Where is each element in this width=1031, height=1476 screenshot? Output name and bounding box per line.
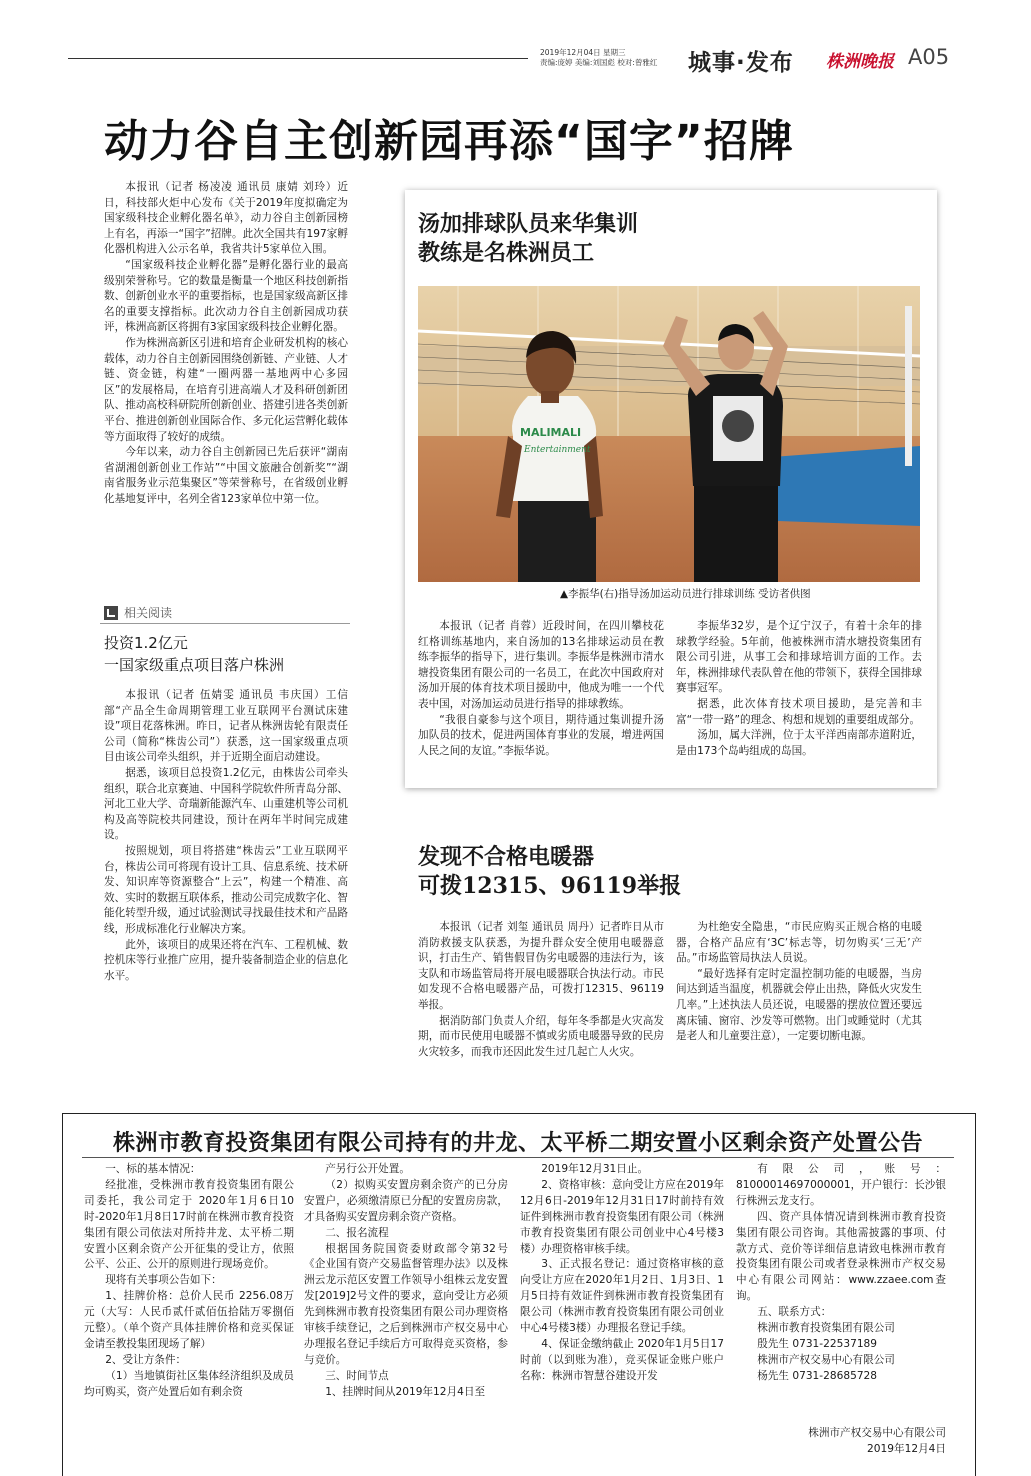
lead-paragraph: “国家级科技企业孵化器”是孵化器行业的最高级别荣誉称号。它的数量是衡量一个地区科技创新指数、创新创业水平的重要指标，也是国家级高新区排名的重要支撑指标。此次动力谷自主创新园成功获评，株洲高新区将拥有3家国家级科技企业孵化器。 <box>104 258 348 334</box>
lead-paragraph: 本报讯（记者 杨凌凌 通讯员 康婧 刘玲）近日，科技部火炬中心发布《关于2019年度拟确定为国家级科技企业孵化器名单》，动力谷自主创新园榜上有名，再添一“国字”招牌。此次全国共有197家孵化器机构进入公示名单，我省共计5家单位入围。 <box>104 181 348 256</box>
related-headline <box>104 632 284 676</box>
heater-paragraph: 为杜绝安全隐患，“市民应购买正规合格的电暖器，合格产品应有‘3C’标志等，切勿购买‘三无’产品。”市场监管局执法人员说。 <box>676 921 922 965</box>
feature-paragraph: 李振华32岁，是个辽宁汉子，有着十余年的排球教学经验。5年前，他被株洲市清水塘投资集团有限公司引进，从事工会和排球培训方面的工作。去年，株洲排球代表队曾在他的带领下，获得全国排球赛事冠军。 <box>676 620 922 695</box>
related-rule <box>100 623 350 624</box>
announcement-col-4 <box>736 1162 946 1385</box>
announcement-col-1 <box>84 1162 294 1401</box>
announcement-line: （1）当地镇街社区集体经济组织及成员均可购买，资产处置后如有剩余资 <box>84 1369 294 1398</box>
related-label: 相关阅读 <box>124 606 173 620</box>
feature-col-1 <box>418 619 664 759</box>
announcement-line: 现将有关事项公告如下： <box>105 1274 222 1287</box>
book-icon <box>104 606 118 620</box>
announcement-line: 株洲市教育投资集团有限公司 <box>757 1322 895 1335</box>
header-meta <box>540 48 657 68</box>
lead-article <box>104 180 348 507</box>
announcement-line: 根据国务院国资委财政部令第32号《企业国有资产交易监督管理办法》以及株洲云龙示范区安置工作领导小组株云龙安置发[2019]2号文件的要求，意向受让方必须先到株洲市教育投资集团有限公司办理资格审核手续登记，之后到株洲市产权交易中心办理报名登记手续后方可取得竞买资格，参与竞价。 <box>304 1242 508 1366</box>
announcement-col-3 <box>520 1162 724 1385</box>
announcement-line: 3、正式报名登记：通过资格审核的意向受让方应在2020年1月2日、1月3日、1月5日持有效证件到株洲市教育投资集团有限公司（株洲市教育投资集团有限公司创业中心4号楼3楼）办理报名登记手续。 <box>520 1258 724 1335</box>
heater-title <box>418 843 681 901</box>
heater-col-1 <box>418 920 664 1060</box>
section-name: 城事·发布 <box>688 50 794 76</box>
announcement-rule <box>82 1157 954 1158</box>
newspaper-logo: 株洲晚报 <box>826 52 894 72</box>
heater-paragraph: 据消防部门负责人介绍，每年冬季都是火灾高发期，而市民使用电暖器不慎或劣质电暖器导致的民房火灾较多，而我市还因此发生过几起亡人火灾。 <box>418 1014 664 1058</box>
announcement-line: 三、时间节点 <box>325 1369 389 1382</box>
lead-paragraph: 作为株洲高新区引进和培育企业研发机构的核心载体，动力谷自主创新园围绕创新链、产业链、人才链、资金链，构建“一圈两器一基地两中心多园区”的发展格局，在培育引进高端人才及科研创新团队、推动高校科研院所创新创业、搭建引进各类创新平台、推进创新创业国际合作、多元化运营孵化载体等方面取得了较好的成绩。 <box>104 336 348 443</box>
announcement-line: 2、资格审核：意向受让方应在2019年12月6日-2019年12月31日17时前持有效证件到株洲市教育投资集团有限公司（株洲市教育投资集团有限公司创业中心4号楼3楼）办理资格审核手续。 <box>520 1178 724 1255</box>
feature-title <box>418 210 638 268</box>
announcement-signature <box>760 1426 946 1458</box>
announcement-line: 四、资产具体情况请到株洲市教育投资集团有限公司咨询。其他需披露的事项、付款方式、竞价等详细信息请致电株洲市教育投资集团有限公司或者登录株洲市产权交易中心有限公司网站：www.zzaee.com查询。 <box>736 1210 946 1303</box>
announcement-line: 一、标的基本情况： <box>105 1163 201 1175</box>
announcement-line: 4、保证金缴纳截止 2020年1月5日17时前（以到账为准），竞买保证金账户账户名称：株洲市智慧谷建设开发 <box>520 1337 724 1382</box>
related-paragraph: 按照规划，项目将搭建“株齿云”工业互联网平台，株齿公司可将现有设计工具、信息系统、技术研发、知识库等资源整合“上云”，构建一个精准、高效、实时的数据互联体系，推动公司完成数字化、智能化转型升级，通过试验测试寻找最佳技术和产品路线，形成标准化行业解决方案。 <box>104 844 348 935</box>
feature-paragraph: “我很自豪参与这个项目，期待通过集训提升汤加队员的技术，促进两国体育事业的发展，增进两国人民之间的友谊。”李振华说。 <box>418 713 664 757</box>
staff-line: 责编:庞婷 美编:刘国彪 校对:曾雅红 <box>540 58 658 67</box>
announcement-line: （2）拟购买安置房剩余资产的已分房安置户，必须缴清原已分配的安置房房款，才具备购买安置房剩余资产资格。 <box>304 1178 508 1223</box>
related-article <box>104 688 348 984</box>
heater-paragraph: 本报讯（记者 刘玺 通讯员 周丹）记者昨日从市消防救援支队获悉，为提升群众安全使用电暖器意识，打击生产、销售假冒伪劣电暖器的违法行为，该支队和市场监管局将开展电暖器联合执法行动。市民如发现不合格电暖器产品，可拨打12315、96119举报。 <box>418 921 664 1011</box>
feature-paragraph: 本报讯（记者 肖蓉）近段时间，在四川攀枝花红格训练基地内，来自汤加的13名排球运动员在教练李振华的指导下，进行集训。李振华是株洲市清水塘投资集团有限公司的一名员工，在此次中国政府对汤加开展的体育技术项目援助中，他成为唯一一个代表中国，对汤加运动员进行指导的排球教练。 <box>418 620 664 710</box>
page-number: A05 <box>908 45 950 69</box>
volleyball-photo <box>418 286 920 582</box>
related-subtitle: 一国家级重点项目落户株洲 <box>104 656 285 674</box>
announcement-line: 经批准，受株洲市教育投资集团有限公司委托，我公司定于 2020年1月6日10 时-2020年1月8日17时前在株洲市教育投资集团有限公司依法对所持井龙、太平桥二期安置小区剩余资产公开征集的受让方，依照公平、公正、公开的原则进行现场竞价。 <box>84 1178 294 1271</box>
heater-title-line: 可拨12315、96119举报 <box>418 873 682 899</box>
feature-col-2 <box>676 619 922 759</box>
photo-caption: ▲李振华(右)指导汤加运动员进行排球训练 受访者供图 <box>560 588 811 600</box>
header-rule <box>68 58 528 59</box>
main-headline: 动力谷自主创新园再添“国字”招牌 <box>104 116 794 167</box>
feature-paragraph: 汤加，属大洋洲，位于太平洋西南部赤道附近，是由173个岛屿组成的岛国。 <box>676 729 922 757</box>
heater-col-2 <box>676 920 922 1045</box>
announcement-line: 株洲市产权交易中心有限公司 <box>757 1353 895 1366</box>
announcement-line: 杨先生 0731-28685728 <box>757 1369 878 1382</box>
related-paragraph: 据悉，该项目总投资1.2亿元，由株齿公司牵头组织，联合北京赛迪、中国科学院软件所青岛分部、河北工业大学、奇瑞新能源汽车、山重建机等公司机构及高等院校共同建设，预计在两年半时间完成建设。 <box>104 766 348 842</box>
shirt-text-2: Entertainment <box>524 445 591 455</box>
announcement-line: 1、挂牌价格：总价人民币 2256.08万元（大写：人民币贰仟贰佰伍拾陆万零捌佰元整）。（单个资产具体挂牌价格和竞买保证金请至教投集团现场了解） <box>84 1290 294 1350</box>
announcement-col-2 <box>304 1162 508 1401</box>
related-paragraph: 此外，该项目的成果还将在汽车、工程机械、数控机床等行业推广应用，提升装备制造企业的信息化水平。 <box>104 938 348 982</box>
signature-org: 株洲市产权交易中心有限公司 <box>808 1427 946 1439</box>
signature-date: 2019年12月4日 <box>867 1442 946 1455</box>
feature-title-line: 教练是名株洲员工 <box>418 240 595 266</box>
heater-title-line: 发现不合格电暖器 <box>418 844 595 870</box>
announcement-line: 有限公司，账号：81000014697000001，开户银行：长沙银行株洲云龙支行。 <box>736 1163 946 1207</box>
announcement-line: 1、挂牌时间从2019年12月4日至 <box>325 1385 486 1398</box>
lead-paragraph: 今年以来，动力谷自主创新园已先后获评“湖南省湖湘创新创业工作站”“中国文旅融合创新奖”“湖南省服务业示范集聚区”等荣誉称号，在省级创业孵化基地复评中，名列全省123家单位中第一位。 <box>104 446 348 505</box>
announcement-line: 2019年12月31日止。 <box>541 1163 649 1175</box>
announcement-line: 2、受让方条件： <box>105 1353 187 1366</box>
related-reading-tag <box>104 604 172 621</box>
feature-paragraph: 据悉，此次体育技术项目援助，是完善和丰富“一带一路”的理念、构想和规划的重要组成部分。 <box>676 697 922 726</box>
heater-paragraph: “最好选择有定时定温控制功能的电暖器，当房间达到适当温度，机器就会停止出热，降低火灾发生几率。”上述执法人员还说，电暖器的摆放位置还要远离床铺、窗帘、沙发等可燃物。出门或睡觉时（尤其是老人和儿童要注意），一定要切断电源。 <box>676 967 922 1043</box>
related-paragraph: 本报讯（记者 伍婧雯 通讯员 韦庆国）工信部“产品全生命周期管理工业互联网平台测试床建设”项目花落株洲。昨日，记者从株洲齿轮有限责任公司（简称“株齿公司”）获悉，这一国家级重点项目由该公司牵头组织，并于近期全面启动建设。 <box>104 689 348 764</box>
feature-title-line: 汤加排球队员来华集训 <box>418 211 639 237</box>
date-line: 2019年12月04日 星期三 <box>540 48 626 57</box>
announcement-line: 产另行公开处置。 <box>325 1163 410 1175</box>
announcement-line: 二、报名流程 <box>325 1226 389 1239</box>
related-title: 投资1.2亿元 <box>104 634 188 652</box>
announcement-title: 株洲市教育投资集团有限公司持有的井龙、太平桥二期安置小区剩余资产处置公告 <box>112 1131 923 1156</box>
announcement-line: 五、联系方式： <box>757 1306 832 1319</box>
shirt-text-1: MALIMALI <box>520 426 582 439</box>
announcement-line: 殷先生 0731-22537189 <box>757 1337 878 1350</box>
